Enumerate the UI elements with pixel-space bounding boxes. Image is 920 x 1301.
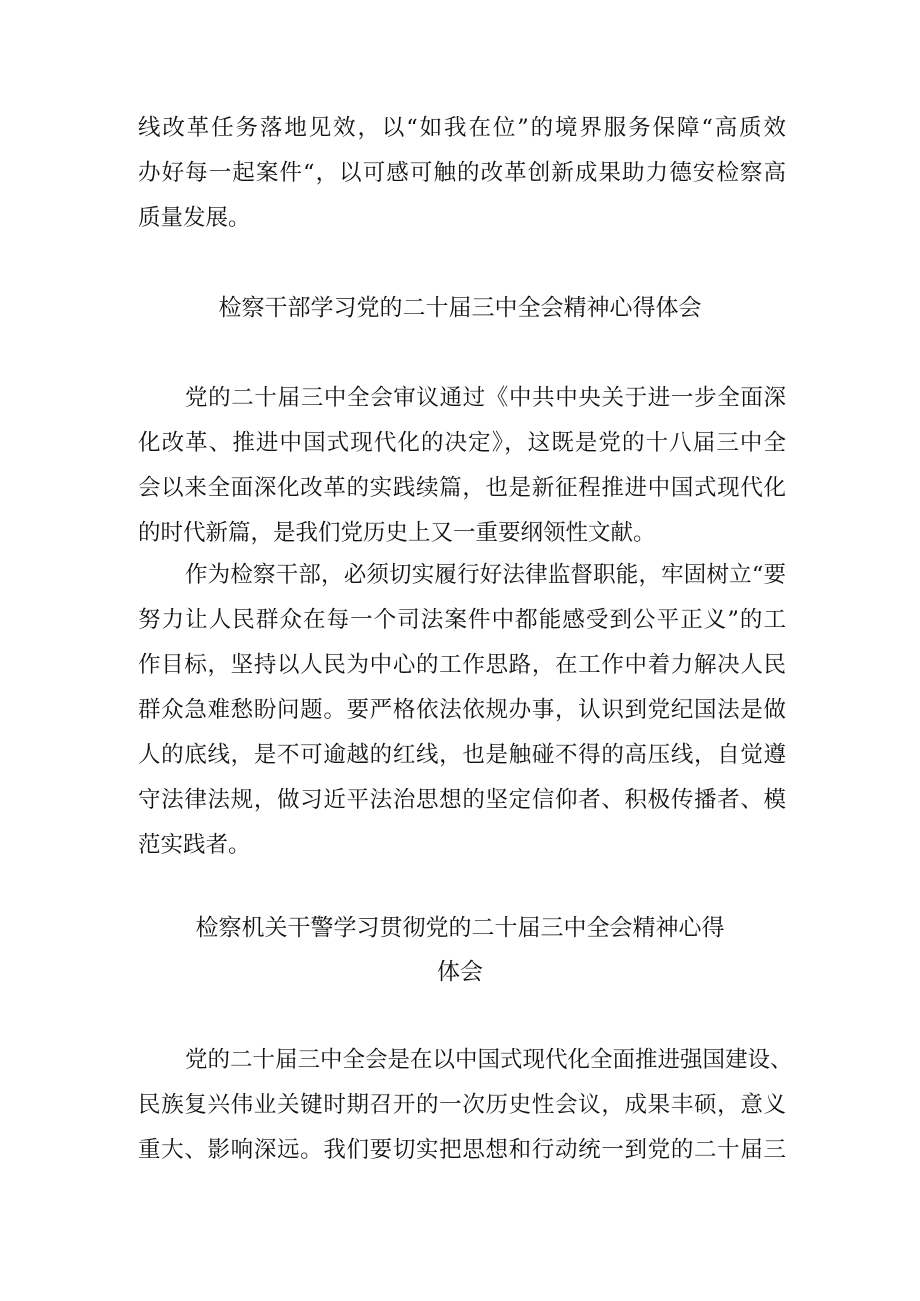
section1-title: 检察干部学习党的二十届三中全会精神心得体会: [218, 295, 702, 321]
section1-p2-line-4: 群众急难愁盼问题。要严格依法依规办事，认识到党纪国法是做: [138, 697, 786, 723]
section1-p2-line-2: 努力让人民群众在每一个司法案件中都能感受到公平正义”的工: [138, 607, 786, 633]
section1-p2-line-7: 范实践者。: [138, 832, 251, 858]
section1-p2-line-5: 人的底线，是不可逾越的红线，也是触碰不得的高压线，自觉遵: [138, 742, 786, 768]
section1-p2-line-1: 作为检察干部，必须切实履行好法律监督职能，牢固树立“要: [185, 562, 786, 588]
section1-p2-line-6: 守法律法规，做习近平法治思想的坚定信仰者、积极传播者、模: [138, 787, 786, 813]
intro-line-3: 质量发展。: [138, 205, 251, 231]
intro-line-1: 线改革任务落地见效，以“如我在位”的境界服务保障“高质效: [138, 115, 786, 141]
section1-p1-line-4: 的时代新篇，是我们党历史上又一重要纲领性文献。: [138, 520, 656, 546]
section1-p1-line-2: 化改革、推进中国式现代化的决定》，这既是党的十八届三中全: [138, 430, 786, 456]
section1-p1-line-3: 会以来全面深化改革的实践续篇，也是新征程推进中国式现代化: [138, 475, 786, 501]
intro-line-2: 办好每一起案件“，以可感可触的改革创新成果助力德安检察高: [138, 160, 786, 186]
section2-p1-line-3: 重大、影响深远。我们要切实把思想和行动统一到党的二十届三: [138, 1137, 786, 1163]
section2-p1-line-2: 民族复兴伟业关键时期召开的一次历史性会议，成果丰硕，意义: [138, 1092, 786, 1118]
section1-p1-line-1: 党的二十届三中全会审议通过《中共中央关于进一步全面深: [185, 385, 786, 411]
section2-title-line-2: 体会: [437, 959, 483, 985]
section2-p1-line-1: 党的二十届三中全会是在以中国式现代化全面推进强国建设、: [185, 1047, 793, 1073]
section2-title-line-1: 检察机关干警学习贯彻党的二十届三中全会精神心得: [195, 915, 725, 941]
section1-p2-line-3: 作目标，坚持以人民为中心的工作思路，在工作中着力解决人民: [138, 652, 786, 678]
